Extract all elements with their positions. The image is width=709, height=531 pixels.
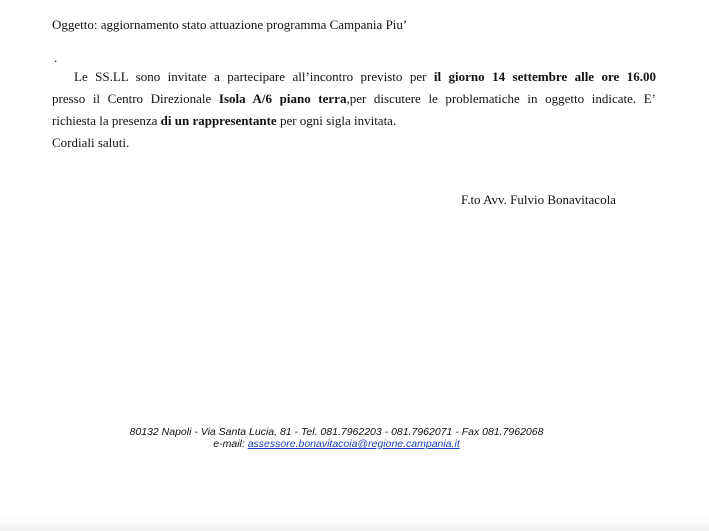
- closing-line: Cordiali saluti.: [52, 135, 130, 150]
- body-line-2: [52, 88, 656, 110]
- body-line-3-text: richiesta la presenza: [52, 113, 161, 128]
- body-line-3-rest: per ogni sigla invitata.: [276, 113, 397, 128]
- footer-email-link[interactable]: assessore.bonavitacoia@regione.campania.it: [247, 438, 460, 450]
- letter-body: [52, 66, 656, 154]
- meeting-date-time: il giorno 14 settembre alle ore 16.00: [433, 69, 656, 84]
- body-line-1-text: Le SS.LL sono invitate a partecipare all’incontro previsto per: [74, 69, 434, 84]
- body-line-3: [52, 110, 656, 132]
- body-line-2-text: presso il Centro Direzionale: [52, 91, 219, 106]
- footer-email-label: e-mail:: [213, 438, 248, 450]
- body-line-1: [52, 66, 656, 88]
- footer: [0, 426, 709, 450]
- bullet-dot: .: [54, 50, 58, 65]
- footer-email-line: [0, 438, 691, 450]
- meeting-location: Isola A/6 piano terra: [218, 91, 347, 106]
- representative-note: di un rappresentante: [160, 113, 277, 128]
- signature: F.to Avv. Fulvio Bonavitacola: [461, 192, 616, 207]
- body-line-2-rest: ,per discutere le problematiche in oggetto indicate. E’: [346, 91, 656, 106]
- footer-address: 80132 Napoli - Via Santa Lucia, 81 - Tel. 081.7962203 - 081.7962071 - Fax 081.7962068: [129, 426, 544, 438]
- scan-edge-shadow: [0, 517, 709, 531]
- subject-line: Oggetto: aggiornamento stato attuazione programma Campania Piu’: [52, 17, 408, 32]
